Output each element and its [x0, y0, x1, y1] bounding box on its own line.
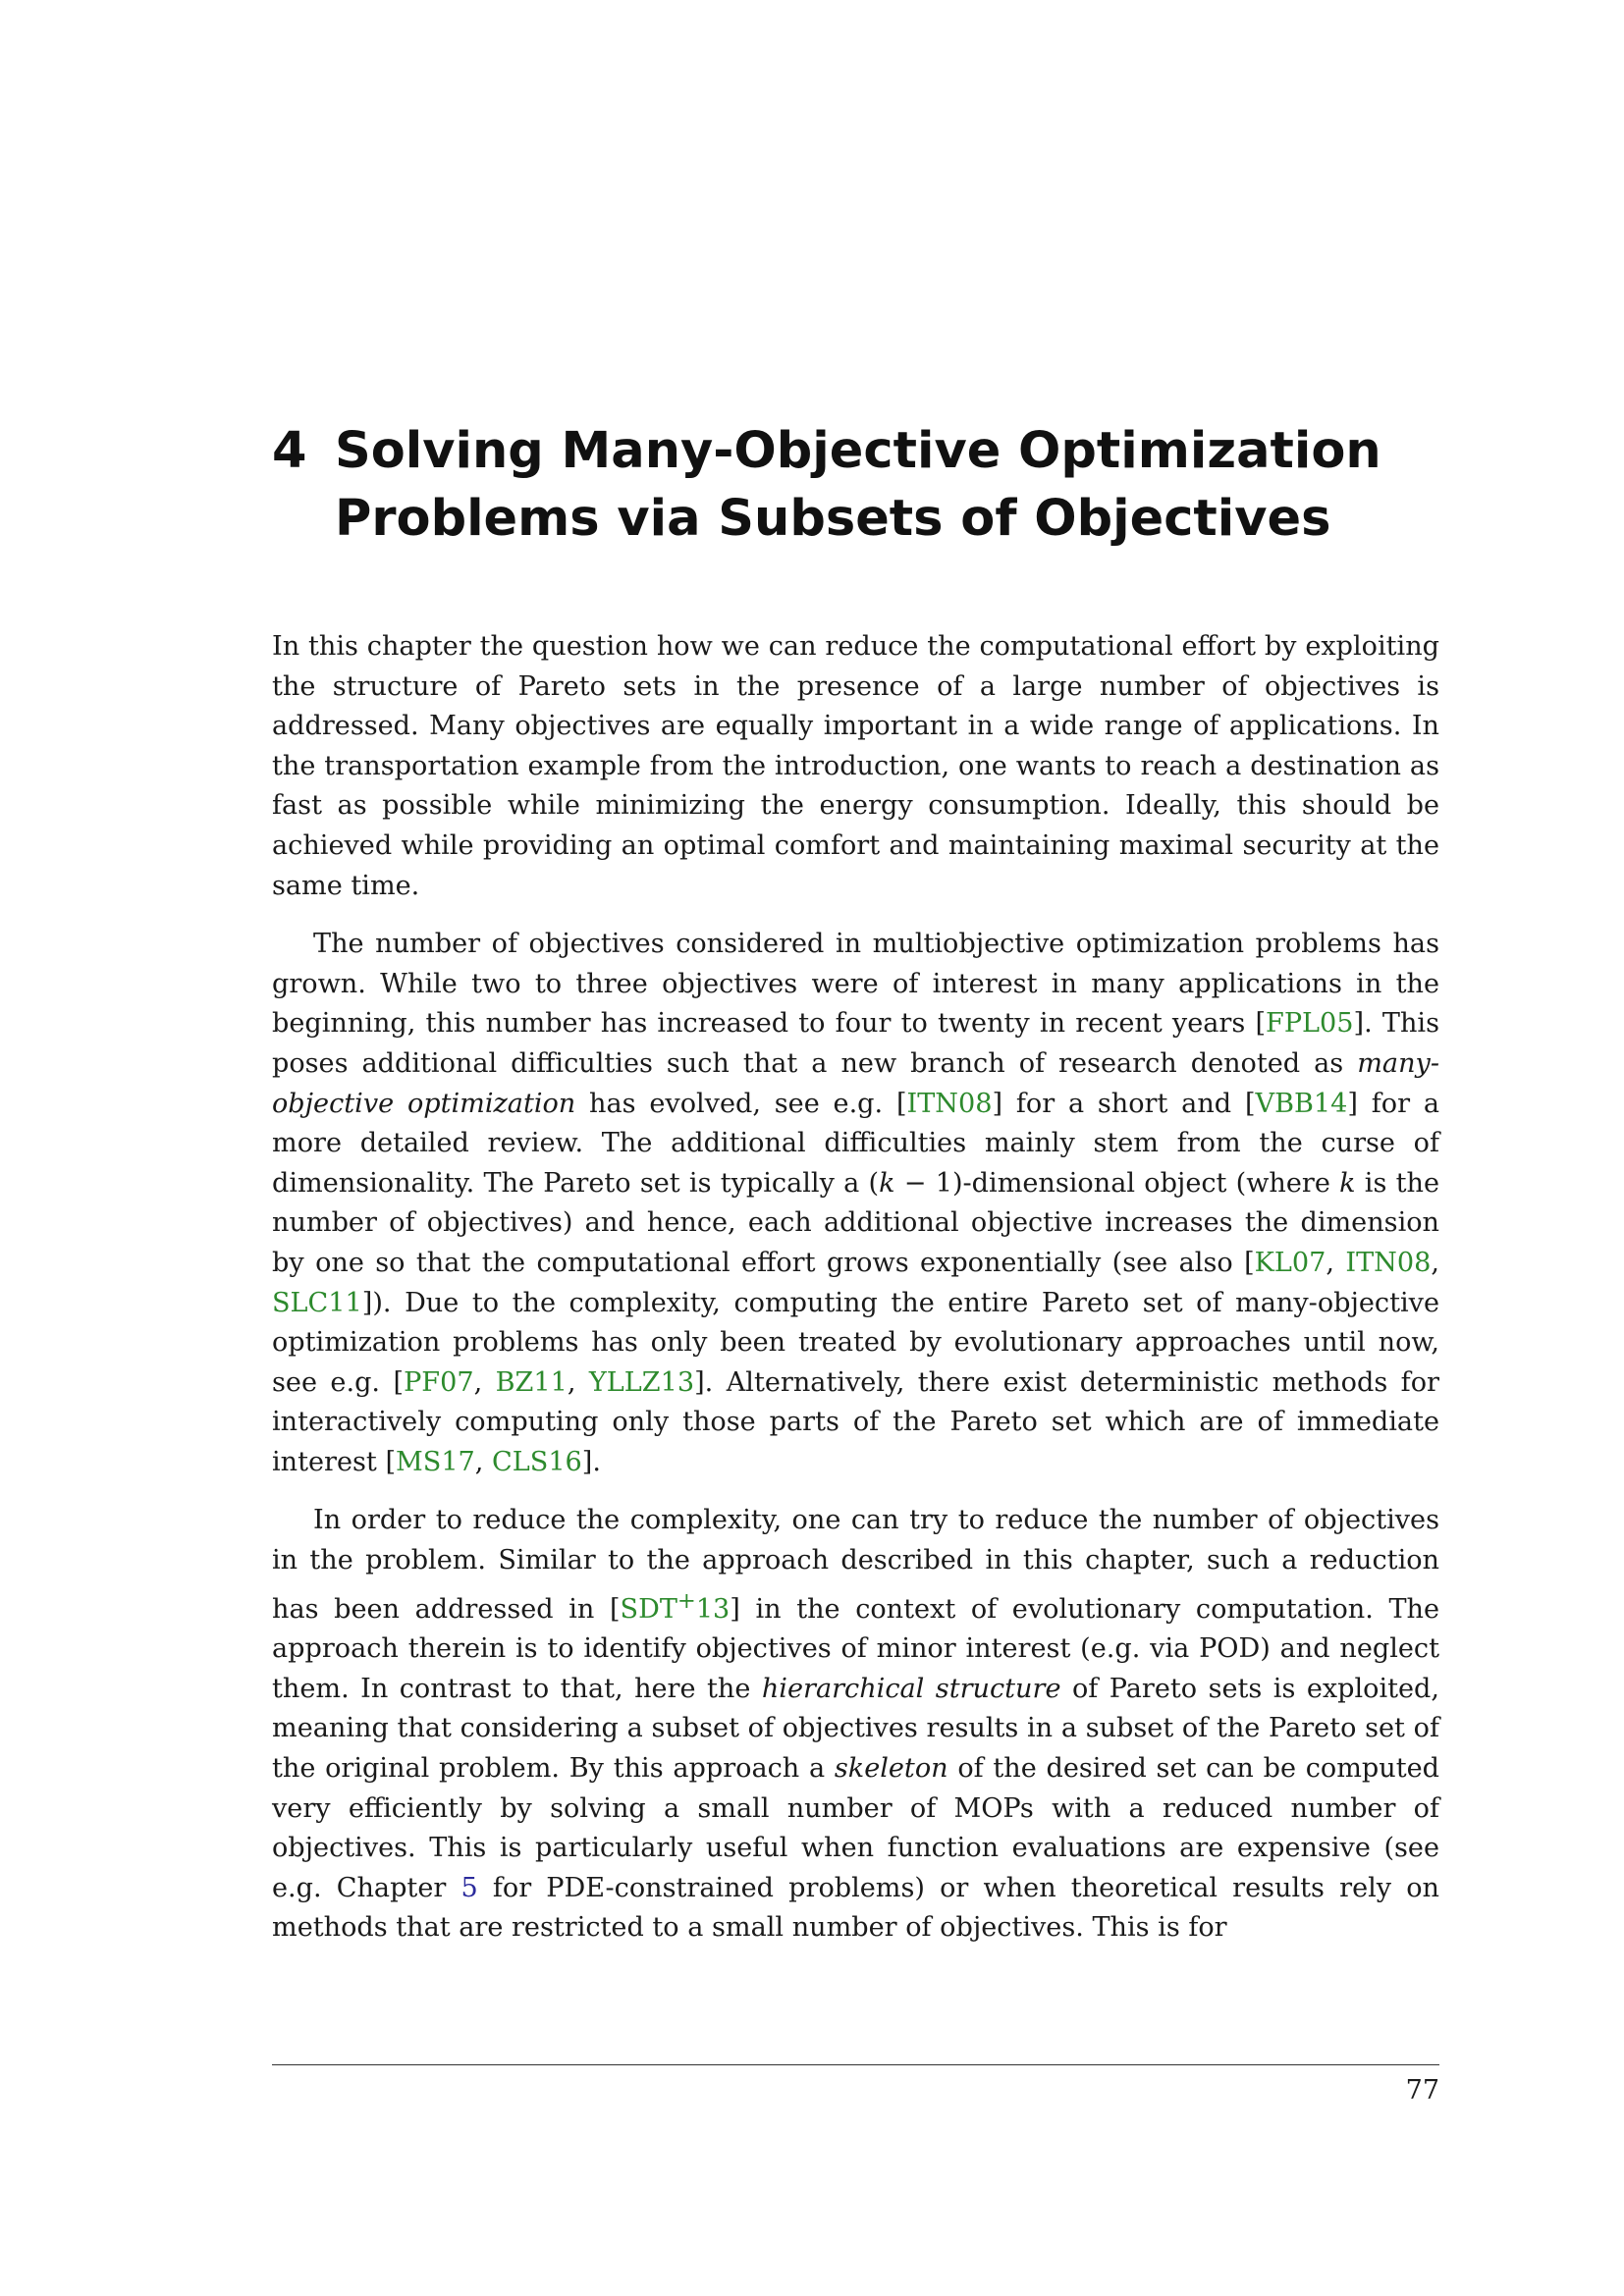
emphasis-term: hierarchical structure — [761, 1673, 1061, 1704]
text-run: in the context of evolutionary computation. The approach therein is to identify objectives of minor interest (e.g. via POD) and neglect them. In contrast to that, here the — [272, 1593, 1439, 1704]
paragraph-many-objective — [272, 925, 1439, 1482]
citation-link-vbb14[interactable]: VBB14 — [1255, 1088, 1348, 1119]
body-text — [272, 627, 1439, 1949]
paragraph-reduction — [272, 1501, 1439, 1949]
text-run: − 1)-dimensional object (where — [894, 1167, 1340, 1199]
text-run: of the desired set can be computed very efficiently by solving a small number of MOPs with a reduced number of objectives. This is particularly useful when function evaluations are expensive (see e.g. Chapter — [272, 1753, 1439, 1903]
bracket: ] — [1347, 1088, 1358, 1119]
math-variable: k — [879, 1167, 895, 1199]
text-run: In order to reduce the complexity, one can try to reduce the number of objectives in the problem. Similar to the approach described in this chapter, such a reduction has been addressed in — [272, 1505, 1439, 1625]
math-variable: k — [1339, 1167, 1356, 1199]
text-run: The number of objectives considered in multiobjective optimization problems has grown. While two to three objectives were of interest in many applications in the beginning, this number has increased to four to twenty in recent years — [272, 929, 1439, 1040]
emphasis-term: many-objective optimization — [272, 1047, 1439, 1119]
citation-link-fpl05[interactable]: FPL05 — [1266, 1008, 1354, 1040]
citation-superscript: + — [677, 1587, 696, 1614]
citation-link-slc11[interactable]: SLC11 — [272, 1287, 362, 1318]
bracket: ] — [1353, 1008, 1365, 1040]
bracket: [ — [393, 1366, 405, 1398]
text-run: . Alternatively, there exist deterministic methods for interactively computing only those parts of the Pareto set which are of immediate interest — [272, 1366, 1439, 1477]
chapter-number: 4 — [272, 422, 307, 480]
bracket: [ — [609, 1593, 621, 1625]
citation-link-kl07[interactable]: KL07 — [1254, 1247, 1326, 1278]
chapter-title-line-1: Solving Many-Objective Optimization — [335, 422, 1381, 480]
emphasis-term: skeleton — [834, 1753, 948, 1785]
bracket: [ — [1255, 1008, 1267, 1040]
text-run: ). Due to the complexity, computing the entire Pareto set of many-objective optimization problems has only been treated by evolutionary approaches until now, see e.g. — [272, 1287, 1439, 1398]
bracket: ] — [694, 1366, 705, 1398]
citation-link-ms17[interactable]: MS17 — [396, 1446, 475, 1477]
bracket: ] — [992, 1088, 1003, 1119]
separator: , — [567, 1366, 589, 1398]
citation-link-bz11[interactable]: BZ11 — [495, 1366, 568, 1398]
footer-rule — [272, 2064, 1439, 2065]
chapter-heading — [272, 417, 1450, 553]
citation-link-itn08[interactable]: ITN08 — [906, 1088, 993, 1119]
citation-base: SDT — [620, 1593, 677, 1625]
citation-link-yllz13[interactable]: YLLZ13 — [588, 1366, 695, 1398]
paragraph-intro: In this chapter the question how we can reduce the computational effort by exploiting the structure of Pareto sets in the presence of a large number of objectives is addressed. Many objectives are equally important in a wide range of applications. In the transportation example from the introduction, one wants to reach a destination as fast as possible while minimizing the energy consumption. Ideally, this should be achieved while providing an optimal comfort and maintaining maximal security at the same time. — [272, 631, 1439, 901]
bracket: ] — [581, 1446, 593, 1477]
text-run: for PDE-constrained problems) or when theoretical results rely on methods that are restricted to a small number of objectives. This is for — [272, 1872, 1439, 1944]
bracket: [ — [1244, 1088, 1256, 1119]
chapter-crossref-link[interactable]: 5 — [460, 1872, 478, 1903]
bracket: ] — [361, 1287, 373, 1318]
bracket: [ — [895, 1088, 907, 1119]
citation-link-sdt13[interactable] — [620, 1587, 731, 1625]
bracket: [ — [1244, 1247, 1255, 1278]
text-run: . This poses additional difficulties such that a new branch of research denoted as — [272, 1008, 1439, 1079]
bracket: [ — [385, 1446, 397, 1477]
citation-link-pf07[interactable]: PF07 — [404, 1366, 474, 1398]
text-run: for a short and — [1002, 1088, 1245, 1119]
separator: , — [473, 1366, 496, 1398]
citation-link-itn08[interactable]: ITN08 — [1345, 1247, 1432, 1278]
separator: , — [1431, 1247, 1439, 1278]
citation-link-cls16[interactable]: CLS16 — [492, 1446, 582, 1477]
separator: , — [474, 1446, 493, 1477]
text-run: . — [592, 1446, 601, 1477]
bracket: ] — [730, 1593, 740, 1625]
chapter-title — [335, 417, 1450, 553]
page-number: 77 — [1405, 2075, 1439, 2106]
text-run: has evolved, see e.g. — [575, 1088, 896, 1119]
text-run: is the number of objectives) and hence, each additional objective increases the dimension by one so that the computational effort grows exponentially (see also — [272, 1167, 1439, 1278]
text-run: for a more detailed review. The additional difficulties mainly stem from the curse of dimensionality. The Pareto set is typically a ( — [272, 1088, 1440, 1199]
text-run: of Pareto sets is exploited, meaning that considering a subset of objectives results in a subset of the Pareto set of the original problem. By this approach a — [272, 1673, 1439, 1785]
separator: , — [1326, 1247, 1346, 1278]
chapter-title-line-2: Problems via Subsets of Objectives — [335, 490, 1331, 548]
citation-year: 13 — [695, 1593, 731, 1625]
